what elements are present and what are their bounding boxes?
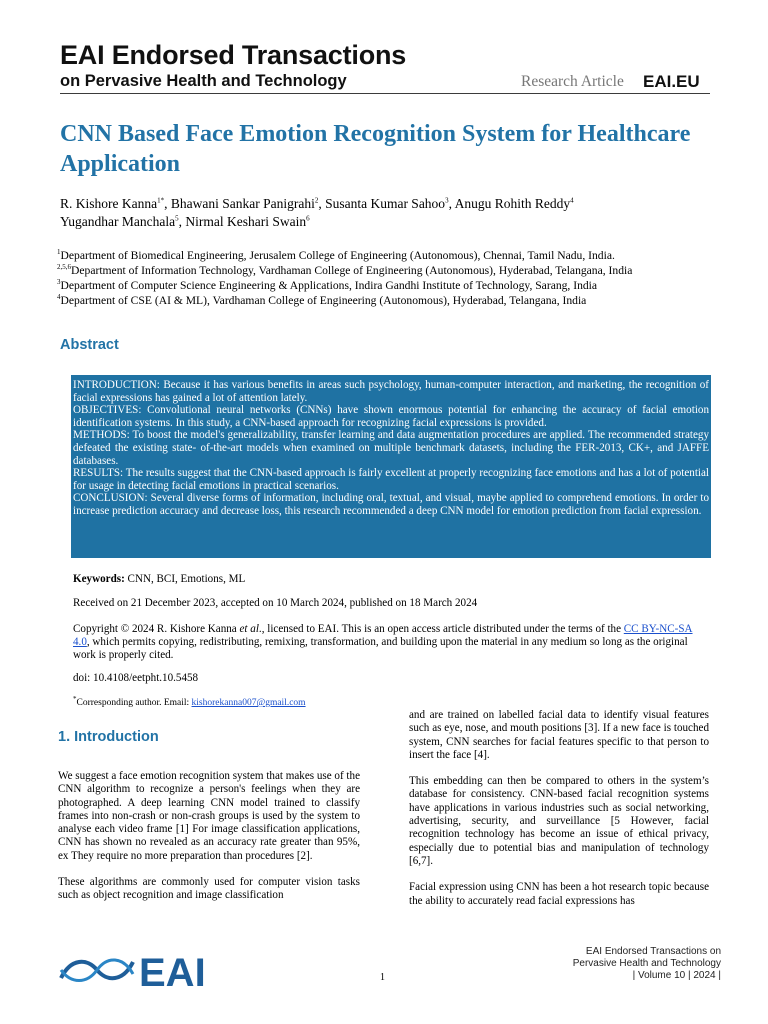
body-paragraph: This embedding can then be compared to others in the system’s database for consistency. CNN-based facial recognition systems have applications in various industries such as social networking, advertising, security, and surveillance [5 However, facial recognition technology has become an issue of ethical privacy, especially due to potential bias and manipulation of technology [6,7]. <box>409 775 709 867</box>
abstract-methods: METHODS: To boost the model's generalizability, transfer learning and data augmentation procedures are applied. The recommended strategy defeated the existing state- of-the-art models when examined on multiple benchmark datasets, including the FER-2013, CK+, and JAFFE databases. <box>73 429 709 467</box>
right-column <box>409 709 709 921</box>
affiliation: $^{2,5,6}$Department of Information Technology, Vardhaman College of Engineering (Autonomous), Hyderabad, Telangana, India <box>57 263 633 277</box>
author: Nirmal Keshari Swain$^6$ <box>185 214 310 229</box>
author: Anugu Rohith Reddy$^4$ <box>454 196 574 211</box>
author: R. Kishore Kanna$^{1*}$ <box>60 196 165 211</box>
corresponding-author: *Corresponding author. Email: kishorekanna007@gmail.com <box>73 694 306 708</box>
abstract-heading: Abstract <box>60 337 119 353</box>
author: Susanta Kumar Sahoo$^3$ <box>325 196 449 211</box>
abstract-objectives: OBJECTIVES: Convolutional neural networks (CNNs) have shown enormous potential for enhancing the accuracy of facial emotion identification systems. In this study, a CNN-based approach for recognizing facial expressions is provided. <box>73 404 709 429</box>
paper-title: CNN Based Face Emotion Recognition System for Healthcare Application <box>60 121 691 177</box>
left-column <box>58 770 360 916</box>
body-paragraph: We suggest a face emotion recognition system that makes use of the CNN algorithm to recognize a person's feelings when they are photographed. A deep learning CNN model trained to classify frames into non-crash or non-crash groups is used by the system to analyse each video frame [1] For image classification applications, CNN has shown no revealed as an accuracy rate greater than 95%, ex They require no more preparation than procedures [2]. <box>58 770 360 862</box>
affiliation: $^1$Department of Biomedical Engineering, Jerusalem College of Engineering (Autonomous), Chennai, Tamil Nadu, India. <box>57 248 615 262</box>
publisher-mark: EAI.EU <box>643 72 700 91</box>
body-paragraph: and are trained on labelled facial data to identify visual features such as eye, nose, and mouth positions [3]. If a new face is touched system, CNN searches for facial features specific to that person to insert the face [4]. <box>409 709 709 761</box>
author: Bhawani Sankar Panigrahi$^2$ <box>170 196 319 211</box>
body-paragraph: Facial expression using CNN has been a hot research topic because the ability to accurately read facial expressions has <box>409 881 709 907</box>
journal-subtitle: on Pervasive Health and Technology <box>60 72 347 90</box>
abstract-conclusion: CONCLUSION: Several diverse forms of information, including oral, textual, and visual, maybe applied to comprehend emotions. In order to increase prediction accuracy and decrease loss, this research recommended a deep CNN model for emotion prediction from facial expression. <box>73 492 709 517</box>
received-dates: Received on 21 December 2023, accepted on 10 March 2024, published on 18 March 2024 <box>73 597 478 609</box>
body-paragraph: These algorithms are commonly used for computer vision tasks such as object recognition and image classification <box>58 876 360 902</box>
license-link[interactable]: CC BY-NC-SA 4.0 <box>73 623 693 648</box>
keywords: Keywords: CNN, BCI, Emotions, ML <box>73 573 246 585</box>
section-heading: 1. Introduction <box>58 729 159 745</box>
affiliation: $^3$Department of Computer Science Engineering & Applications, Indira Gandhi Institute of Technology, Sarang, India <box>57 278 598 292</box>
svg-text:EAI: EAI <box>139 951 206 992</box>
email-link[interactable]: kishorekanna007@gmail.com <box>191 698 306 708</box>
author-list: R. Kishore Kanna$^{1*}$, Bhawani Sankar Panigrahi$^2$, Susanta Kumar Sahoo$^3$, Anugu Rohith Reddy$^4$ Yugandhar Manchala$^5$, Nirmal Keshari Swain$^6$ <box>60 196 574 229</box>
article-type: Research Article <box>521 73 624 90</box>
copyright-notice: Copyright © 2024 R. Kishore Kanna et al., licensed to EAI. This is an open access article distributed under the terms of the CC BY-NC-SA 4.0, which permits copying, redistributing, remixing, transformation, and building upon the material in any medium so long as the original work is properly cited. <box>73 623 693 661</box>
header-divider <box>60 93 710 94</box>
journal-title: EAI Endorsed Transactions <box>60 40 407 70</box>
page-number: 1 <box>380 972 385 983</box>
eai-logo <box>57 948 217 997</box>
affiliation-list <box>57 248 727 308</box>
abstract-box <box>71 375 711 558</box>
abstract-introduction: INTRODUCTION: Because it has various benefits in areas such psychology, human-computer interaction, and marketing, the recognition of facial expressions has gained a lot of attention lately. <box>73 379 709 404</box>
eai-logo-icon <box>57 948 217 992</box>
author: Yugandhar Manchala$^5$ <box>60 214 179 229</box>
footer-journal-info: EAI Endorsed Transactions on Pervasive Health and Technology | Volume 10 | 2024 | <box>572 946 721 981</box>
abstract-results: RESULTS: The results suggest that the CNN-based approach is fairly excellent at properly recognizing face emotions and has a lot of potential for usage in detecting facial emotions in practical scenarios. <box>73 467 709 492</box>
affiliation: $^4$Department of CSE (AI & ML), Vardhaman College of Engineering (Autonomous), Hyderabad, Telangana, India <box>57 293 587 307</box>
doi: doi: 10.4108/eetpht.10.5458 <box>73 672 199 684</box>
